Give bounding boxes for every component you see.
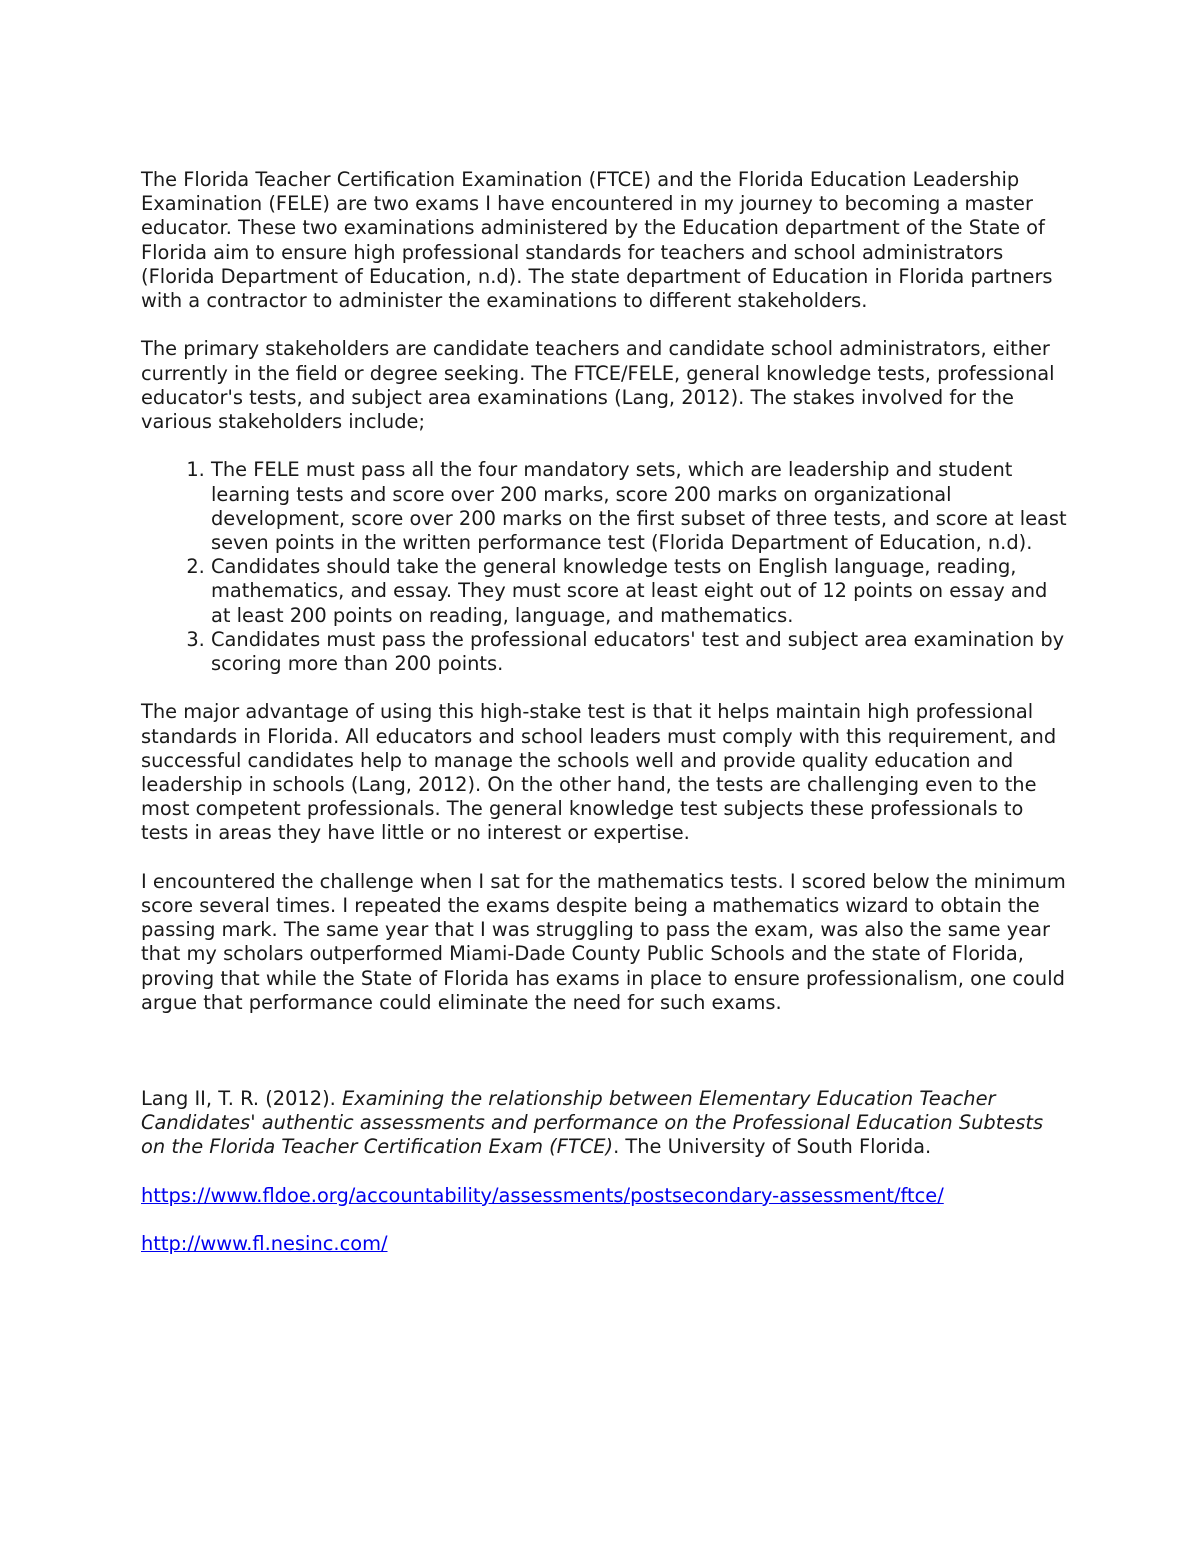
reference-author-year: Lang II, T. R. (2012). (141, 1087, 342, 1111)
nesinc-link[interactable]: http://www.fl.nesinc.com/ (141, 1232, 388, 1256)
list-item: 1. The FELE must pass all the four mandatory sets, which are leadership and student learning tests and score over 200 marks, score 200 marks on organizational development, score over 200 marks on the first subset of three tests, and score at least seven points in the written performance test (Florida Department of Education, n.d). (211, 458, 1071, 555)
paragraph-personal-experience: I encountered the challenge when I sat for the mathematics tests. I scored below the minimum score several times. I repeated the exams despite being a mathematics wizard to obtain the passing mark. The same year that I was struggling to pass the exam, was also the same year that my scholars outperformed Miami-Dade County Public Schools and the state of Florida, proving that while the State of Florida has exams in place to ensure professionalism, one could argue that performance could eliminate the need for such exams. (141, 869, 1066, 1014)
paragraph-stakeholders: The primary stakeholders are candidate teachers and candidate school administrators, either currently in the field or degree seeking. The FTCE/FELE, general knowledge tests, professional educator's tests, and subject area examinations (Lang, 2012). The stakes involved for the various stakeholders include; (141, 337, 1055, 434)
reference-entry (141, 1087, 1071, 1160)
paragraph-advantage: The major advantage of using this high-stake test is that it helps maintain high professional standards in Florida. All educators and school leaders must comply with this requirement, and successful candidates help to manage the schools well and provide quality education and leadership in schools (Lang, 2012). On the other hand, the tests are challenging even to the most competent professionals. The general knowledge test subjects these professionals to tests in areas they have little or no interest or expertise. (141, 700, 1057, 845)
paragraph-intro: The Florida Teacher Certification Examination (FTCE) and the Florida Education Leadership Examination (FELE) are two exams I have encountered in my journey to becoming a master educator. These two examinations administered by the Education department of the State of Florida aim to ensure high professional standards for teachers and school administrators (Florida Department of Education, n.d). The state department of Education in Florida partners with a contractor to administer the examinations to different stakeholders. (141, 168, 1053, 313)
fldoe-link[interactable]: https://www.fldoe.org/accountability/assessments/postsecondary-assessment/ftce/ (141, 1183, 944, 1207)
reference-publisher: . The University of South Florida. (613, 1135, 932, 1159)
list-item: 3. Candidates must pass the professional educators' test and subject area examination by scoring more than 200 points. (211, 628, 1071, 676)
stakes-list (141, 458, 1071, 676)
references-section (141, 1087, 1071, 1256)
document-body (141, 168, 1071, 1281)
list-item: 2. Candidates should take the general knowledge tests on English language, reading, mathematics, and essay. They must score at least eight out of 12 points on essay and at least 200 points on reading, language, and mathematics. (211, 555, 1071, 628)
reference-title: Examining the relationship between Elementary Education Teacher Candidates' authentic assessments and performance on the Professional Education Subtests on the Florida Teacher Certification Exam (FTCE) (141, 1087, 1044, 1159)
